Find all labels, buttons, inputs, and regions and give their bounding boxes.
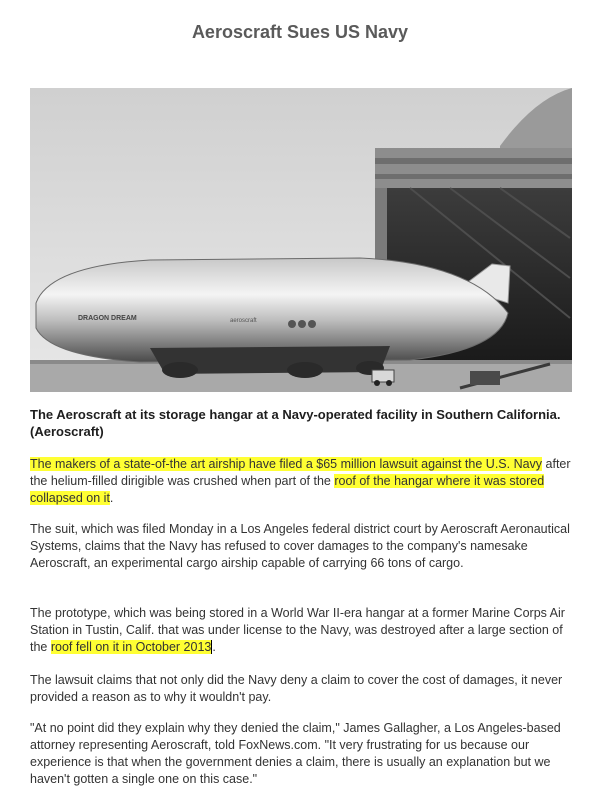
paragraph-1 [30,456,575,507]
paragraph-3-end: . [212,640,216,654]
paragraph-2: The suit, which was filed Monday in a Los Angeles federal district court by Aeroscraft Aeronautical Systems, claims that the Navy has refused to cover damages to the company's namesake Aeroscraft, an experimental cargo airship capable of carrying 66 tons of cargo. [30,522,570,570]
ship-lettering-right: aeroscraft [230,318,257,324]
paragraph-4: The lawsuit claims that not only did the Navy deny a claim to cover the cost of damages, it never provided a reason as to why it wouldn't pay. [30,673,563,704]
airship-hangar-image [30,88,572,392]
airship-photo [30,88,572,392]
highlight-roof-fell: roof fell on it in October 2013 [50,640,212,654]
ship-lettering-left: DRAGON DREAM [78,315,137,322]
paragraph-1-end: . [109,491,114,505]
page-title: Aeroscraft Sues US Navy [191,22,409,42]
paragraph-1-text: after the helium-filled dirigible was crushed when part of the [30,457,571,488]
paragraph-3 [30,605,575,656]
paragraph-5: "At no point did they explain why they denied the claim," James Gallagher, a Los Angeles-based attorney representing Aeroscraft, told FoxNews.com. "It very frustrating for us because our experience is that when the government denies a claim, there is usually an explanation but we haven't gotten a single one on this case." [30,721,561,786]
highlight-lawsuit-filed: The makers of a state-of-the art airship have filed a $65 million lawsuit against the U.S. Navy [30,457,543,471]
photo-caption: The Aeroscraft at its storage hangar at a Navy-operated facility in Southern California. (Aeroscraft) [30,407,561,439]
paragraph-3-text: The prototype, which was being stored in a World War II-era hangar at a former Marine Corps Air Station in Tustin, Calif. that was under license to the Navy, was destroyed after a large section of the [30,606,565,654]
highlight-roof-collapsed: roof of the hangar where it was stored collapsed on it [30,474,545,505]
